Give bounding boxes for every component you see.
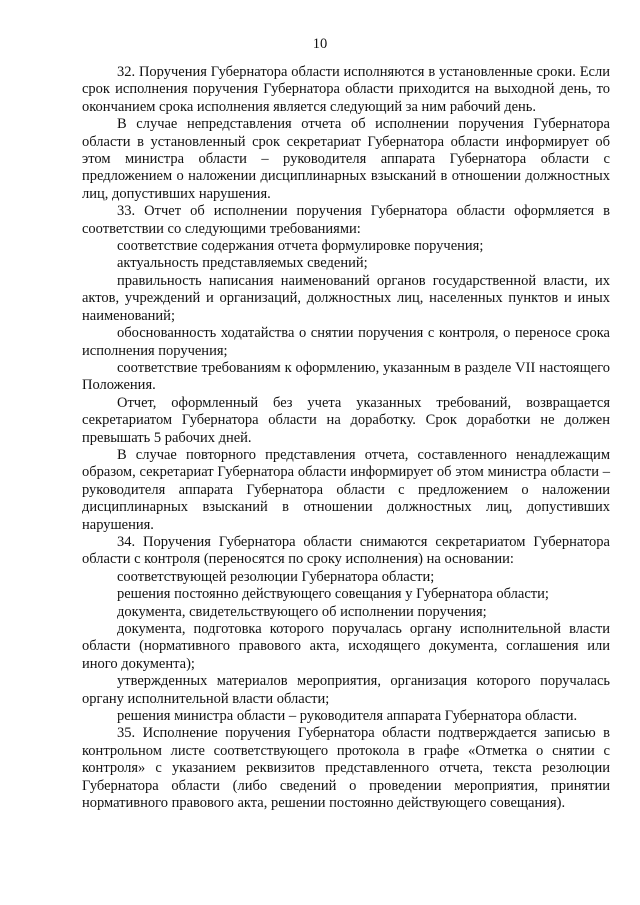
paragraph-33: 33. Отчет об исполнении поручения Губернатора области оформляется в соответствии со следующими требованиями:	[82, 203, 610, 237]
paragraph-32: 32. Поручения Губернатора области исполняются в установленные сроки. Если срок исполнения поручения Губернатора области приходится на выходной день, то окончанием срока исполнения является следующий за ним рабочий день.	[82, 64, 610, 115]
paragraph-35: 35. Исполнение поручения Губернатора области подтверждается записью в контрольном листе соответствующего протокола в графе «Отметка о снятии с контроля» с указанием реквизитов представленного отчета, текста резолюции Губернатора области (либо сведений о проведении мероприятия, принятии нормативного правового акта, решении постоянно действующего совещания).	[82, 725, 610, 812]
requirement-item: соответствие содержания отчета формулировке поручения;	[117, 238, 484, 255]
paragraph-33-repeat: В случае повторного представления отчета, составленного ненадлежащим образом, секретариат Губернатора области информирует об этом министра области – руководителя аппарата Губернатора области с предложением о наложении дисциплинарных взысканий в отношении должностных лиц, допустивших нарушения.	[82, 446, 610, 533]
requirement-item: обоснованность ходатайства о снятии поручения с контроля, о переносе срока исполнения поручения;	[82, 325, 610, 359]
page-number: 10	[312, 36, 328, 52]
basis-item: утвержденных материалов мероприятия, организация которого поручалась органу исполнительной власти области;	[82, 673, 610, 707]
basis-item: документа, подготовка которого поручалась органу исполнительной власти области (нормативного правового акта, исходящего документа, соглашения или иного документа);	[82, 621, 610, 672]
requirement-item: актуальность представляемых сведений;	[117, 255, 368, 272]
document-body	[82, 64, 610, 812]
basis-item: решения министра области – руководителя аппарата Губернатора области.	[117, 708, 578, 725]
requirement-item: соответствие требованиям к оформлению, указанным в разделе VII настоящего Положения.	[82, 359, 610, 394]
basis-item: соответствующей резолюции Губернатора области;	[117, 568, 435, 585]
paragraph-33-return: Отчет, оформленный без учета указанных требований, возвращается секретариатом Губернатора области на доработку. Срок доработки не должен превышать 5 рабочих дней.	[82, 394, 610, 446]
paragraph-34: 34. Поручения Губернатора области снимаются секретариатом Губернатора области с контроля (переносятся по сроку исполнения) на основании:	[82, 533, 610, 568]
basis-item: решения постоянно действующего совещания у Губернатора области;	[117, 586, 549, 603]
requirement-item: правильность написания наименований органов государственной власти, их актов, учреждений и организаций, должностных лиц, населенных пунктов и иных наименований;	[82, 272, 610, 324]
basis-item: документа, свидетельствующего об исполнении поручения;	[117, 603, 487, 620]
paragraph-32-report-missing: В случае непредставления отчета об исполнении поручения Губернатора области в установленный срок секретариат Губернатора области информирует об этом министра области – руководителя аппарата Губернатора области с предложением о наложении дисциплинарных взысканий в отношении должностных лиц, допустивших нарушения.	[82, 116, 610, 202]
